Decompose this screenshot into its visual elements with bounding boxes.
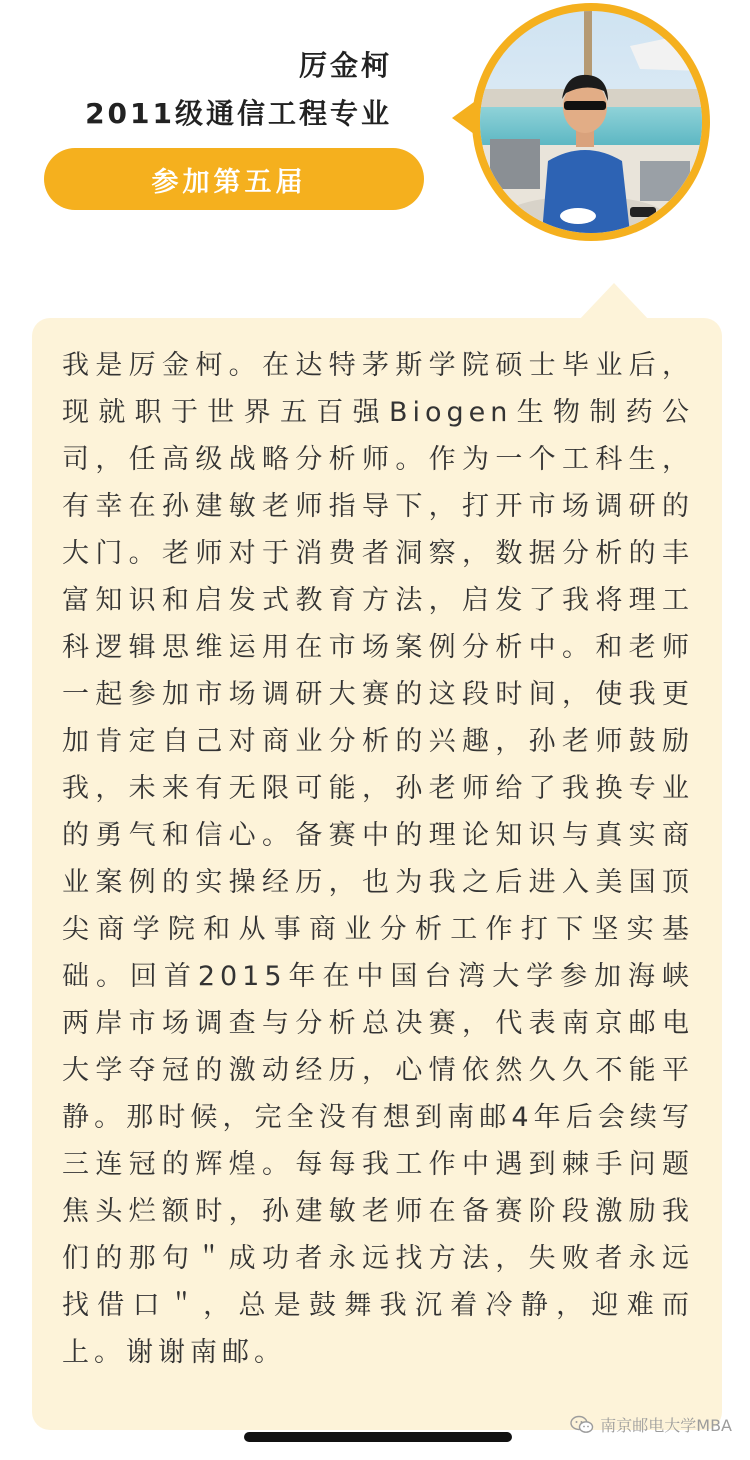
testimonial-text: 我是厉金柯。在达特茅斯学院硕士毕业后，现就职于世界五百强Biogen生物制药公司，任高级战略分析师。作为一个工科生，有幸在孙建敏老师指导下，打开市场调研的大门。老师对于消费者洞察，数据分析的丰富知识和启发式教育方法，启发了我将理工科逻辑思维运用在市场案例分析中。和老师一起参加市场调研大赛的这段时间，使我更加肯定自己对商业分析的兴趣，孙老师鼓励我，未来有无限可能，孙老师给了我换专业的勇气和信心。备赛中的理论知识与真实商业案例的实操经历，也为我之后进入美国顶尖商学院和从事商业分析工作打下坚实基础。回首2015年在中国台湾大学参加海峡两岸市场调查与分析总决赛，代表南京邮电大学夺冠的激动经历，心情依然久久不能平静。那时候，完全没有想到南邮4年后会续写三连冠的辉煌。每每我工作中遇到棘手问题焦头烂额时，孙建敏老师在备赛阶段激励我们的那句＂成功者永远找方法，失败者永远找借口＂，总是鼓舞我沉着冷静，迎难而上。谢谢南邮。 bbox=[62, 350, 694, 1368]
avatar bbox=[472, 3, 710, 241]
watermark-label: 南京邮电大学MBA bbox=[600, 1416, 732, 1435]
profile-name: 厉金柯 bbox=[298, 49, 392, 82]
home-indicator[interactable] bbox=[244, 1432, 512, 1442]
card-pointer bbox=[578, 283, 650, 321]
wechat-icon bbox=[570, 1415, 594, 1435]
watermark bbox=[570, 1413, 732, 1436]
testimonial-card bbox=[32, 318, 722, 1430]
session-badge: 参加第五届 bbox=[44, 148, 424, 210]
profile-major: 2011级通信工程专业 bbox=[85, 97, 392, 130]
avatar-photo bbox=[480, 11, 702, 233]
avatar-pointer bbox=[452, 102, 474, 134]
